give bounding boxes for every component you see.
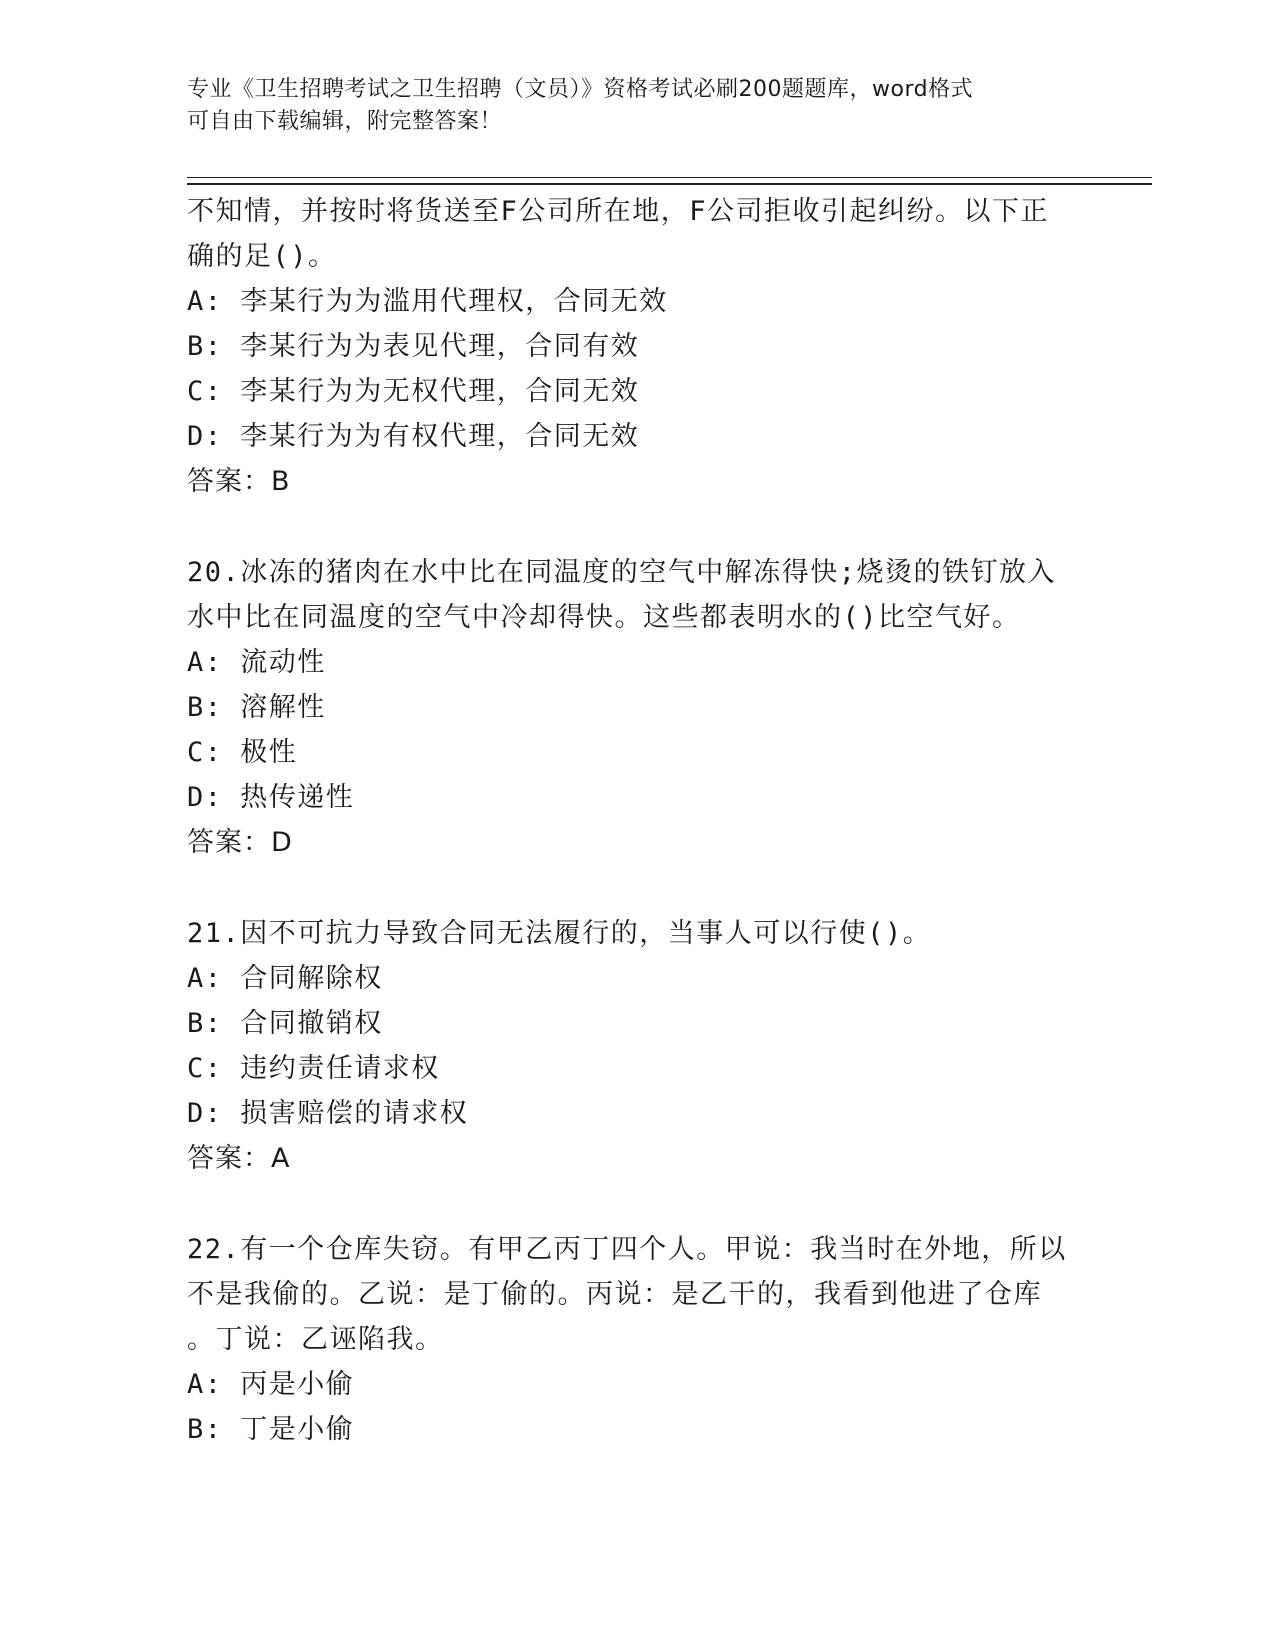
question-stem: 确的足()。 <box>187 241 337 272</box>
header-title-line-2: 可自由下载编辑，附完整答案！ <box>187 109 503 134</box>
option-b: B: 合同撤销权 <box>187 1008 383 1039</box>
answer-line: 答案：B <box>187 466 291 497</box>
question-stem: 不知情，并按时将货送至F公司所在地，F公司拒收引起纠纷。以下正 <box>187 196 1050 227</box>
header-divider-thin <box>187 177 1152 178</box>
question-19 <box>187 189 1087 504</box>
option-d: D: 李某行为为有权代理，合同无效 <box>187 421 640 452</box>
option-d: D: 损害赔偿的请求权 <box>187 1098 469 1129</box>
option-c: C: 违约责任请求权 <box>187 1053 440 1084</box>
question-stem: 。丁说：乙诬陷我。 <box>187 1324 444 1355</box>
option-d: D: 热传递性 <box>187 782 355 813</box>
question-stem: 22.有一个仓库失窃。有甲乙丙丁四个人。甲说：我当时在外地，所以 <box>187 1234 1067 1265</box>
answer-line: 答案：A <box>187 1143 291 1174</box>
question-stem: 水中比在同温度的空气中冷却得快。这些都表明水的()比空气好。 <box>187 602 1021 633</box>
question-22 <box>187 1227 1087 1452</box>
question-list <box>187 189 1087 1452</box>
question-21 <box>187 911 1087 1181</box>
option-b: B: 李某行为为表见代理，合同有效 <box>187 331 640 362</box>
header-divider-thick <box>187 183 1152 185</box>
header-title-line-1: 专业《卫生招聘考试之卫生招聘（文员）》资格考试必刷200题题库，word格式 <box>187 77 974 102</box>
document-header <box>187 74 1087 138</box>
question-spacer <box>187 865 1087 911</box>
answer-line: 答案：D <box>187 827 293 858</box>
question-spacer <box>187 1181 1087 1227</box>
question-stem: 不是我偷的。乙说：是丁偷的。丙说：是乙干的，我看到他进了仓库 <box>187 1279 1042 1310</box>
option-a: A: 合同解除权 <box>187 963 383 994</box>
question-20 <box>187 550 1087 865</box>
question-stem: 20.冰冻的猪肉在水中比在同温度的空气中解冻得快;烧烫的铁钉放入 <box>187 557 1057 588</box>
option-b: B: 溶解性 <box>187 692 326 723</box>
option-a: A: 流动性 <box>187 647 326 678</box>
option-a: A: 李某行为为滥用代理权，合同无效 <box>187 286 668 317</box>
option-a: A: 丙是小偷 <box>187 1369 355 1400</box>
option-c: C: 李某行为为无权代理，合同无效 <box>187 376 640 407</box>
question-spacer <box>187 504 1087 550</box>
option-c: C: 极性 <box>187 737 298 768</box>
option-b: B: 丁是小偷 <box>187 1414 355 1445</box>
question-stem: 21.因不可抗力导致合同无法履行的，当事人可以行使()。 <box>187 918 932 949</box>
